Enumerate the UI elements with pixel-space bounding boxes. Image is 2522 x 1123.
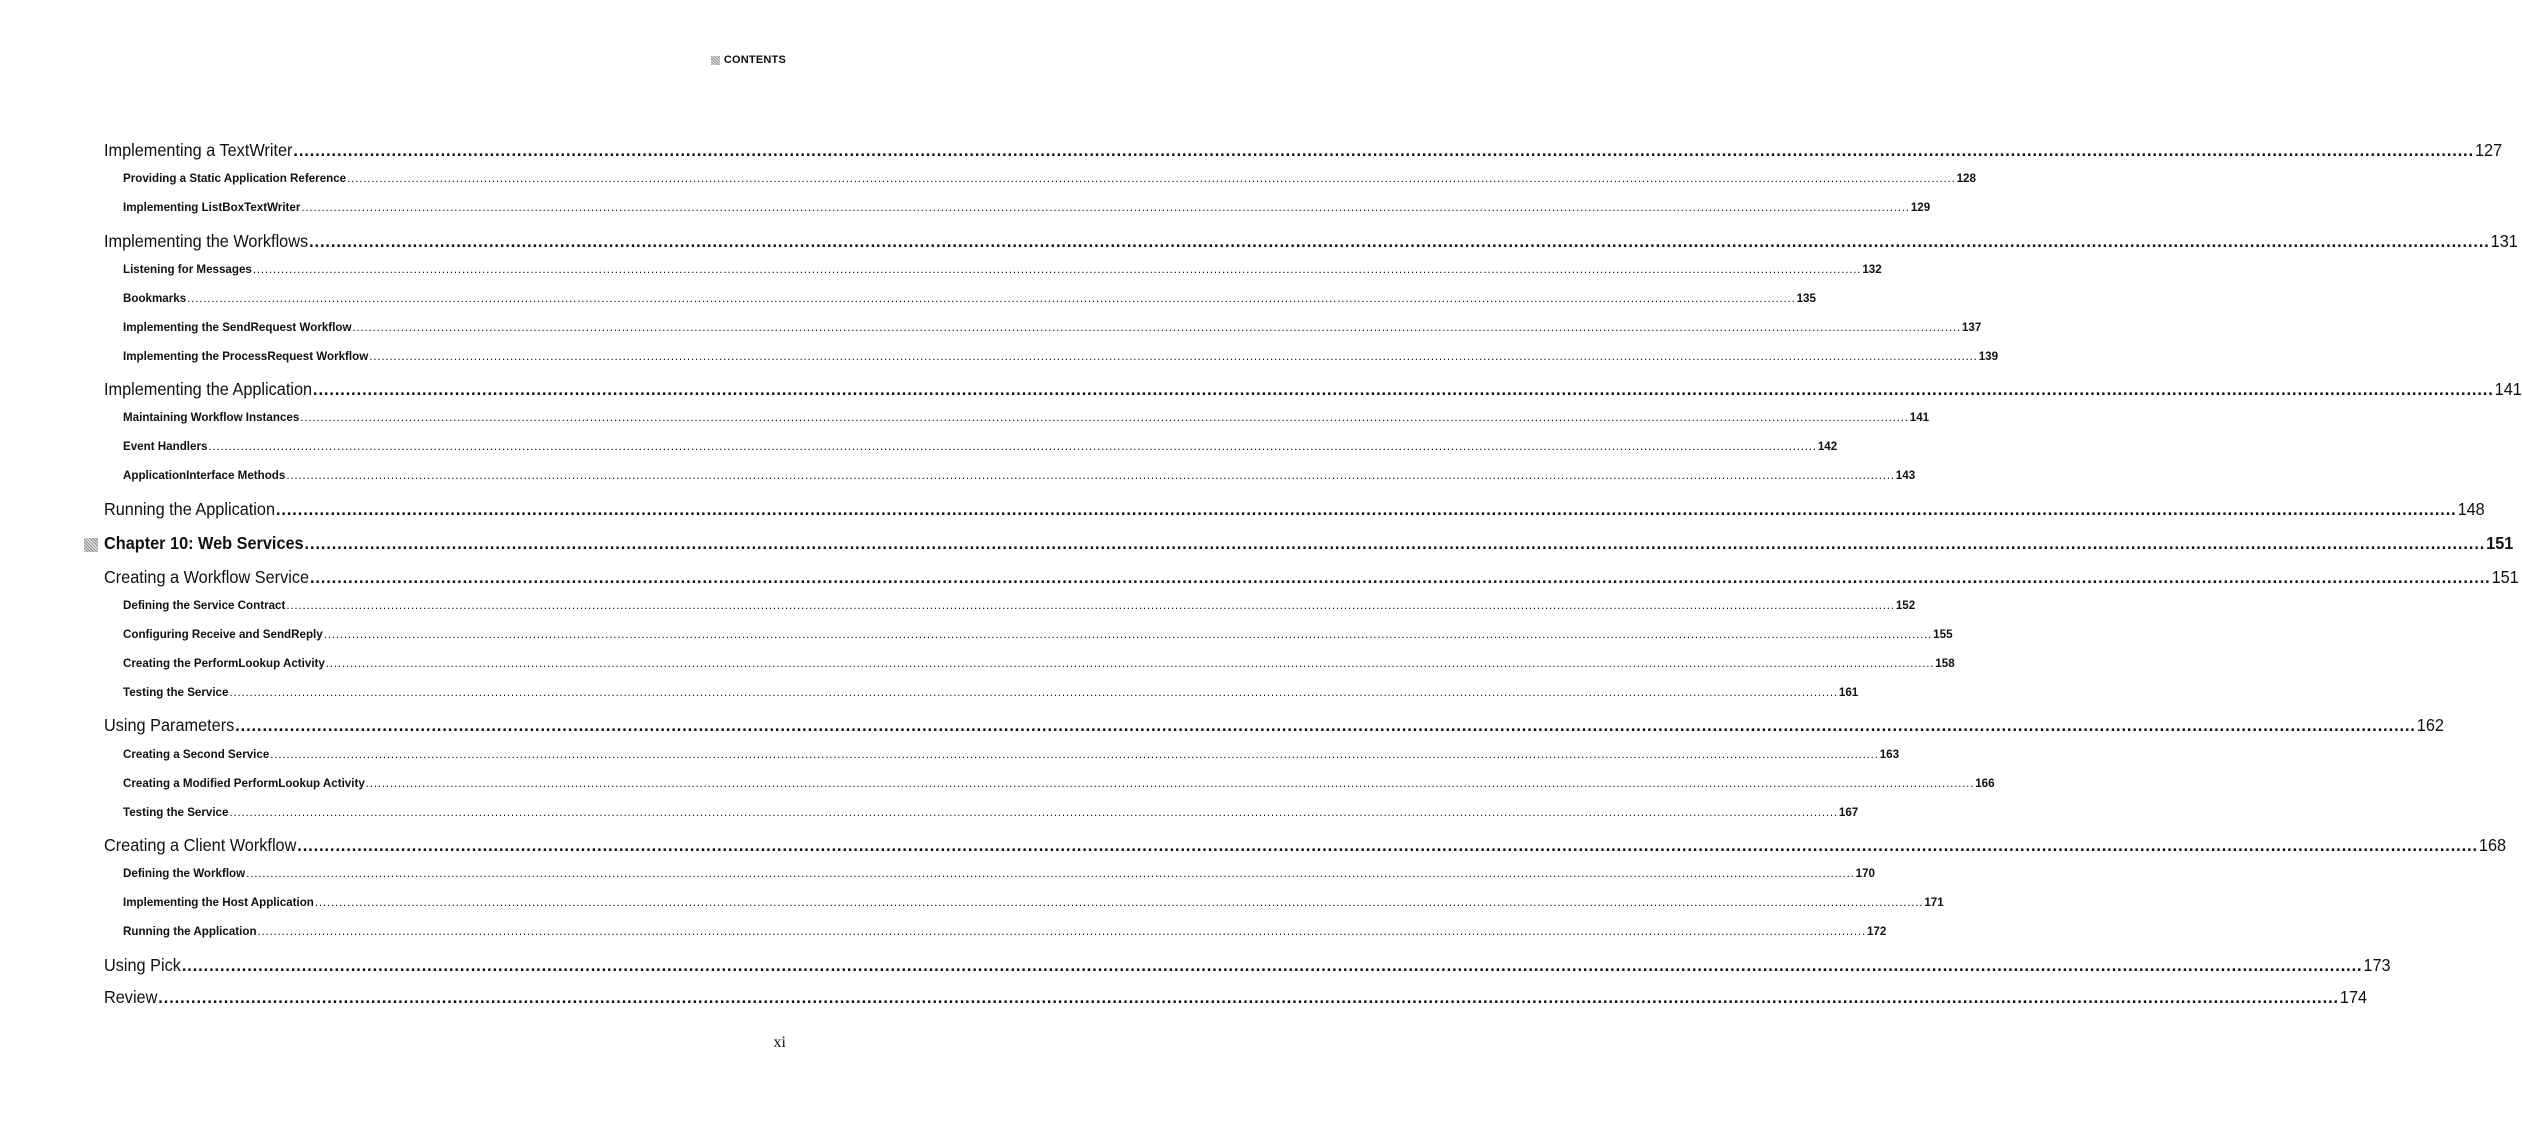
toc-entry-title: Creating the PerformLookup Activity: [123, 657, 325, 670]
toc-entry-page: 162: [2416, 715, 2444, 735]
toc-entry-page: 132: [1862, 263, 1882, 276]
toc-entry-title: Implementing ListBoxTextWriter: [123, 201, 301, 214]
toc-entry-page: 170: [1855, 867, 1875, 880]
toc-entry-title: Review: [104, 987, 158, 1007]
toc-entry-title: Defining the Workflow: [123, 867, 246, 880]
toc-entry-title: Event Handlers: [123, 440, 208, 453]
toc-subsection-entry[interactable]: [123, 748, 1900, 761]
toc-section-entry[interactable]: [104, 567, 2519, 588]
toc-entry-page: 143: [1895, 469, 1916, 482]
toc-entry-page: 141: [2494, 379, 2522, 399]
toc-subsection-entry[interactable]: [123, 172, 1976, 185]
toc-subsection-entry[interactable]: [123, 686, 1859, 699]
toc-subsection-entry[interactable]: [123, 321, 1982, 334]
toc-dot-leader: ................................................................................................................................................................................................................................................................................................................................................................................................................: [347, 172, 1956, 185]
toc-entry-page: 141: [1909, 411, 1930, 424]
toc-subsection-entry[interactable]: [123, 925, 1887, 938]
toc-dot-leader: ................................................................................................................................................................................................................................................................................................................................................................................................................: [369, 350, 1978, 363]
toc-subsection-entry[interactable]: [123, 440, 1838, 453]
toc-section-entry[interactable]: [104, 499, 2485, 520]
toc-entry-title: Implementing the Host Application: [123, 896, 314, 909]
toc-entry-title: Implementing the ProcessRequest Workflow: [123, 350, 369, 363]
page-number: xi: [773, 1034, 786, 1051]
toc-entry-page: 128: [1956, 172, 1976, 185]
toc-dot-leader: ................................................................................................................................................................................................................................................................................................................................................................................................................: [304, 533, 2486, 553]
toc-subsection-entry[interactable]: [123, 806, 1859, 819]
toc-section-entry[interactable]: [104, 379, 2522, 400]
toc-entry-page: 142: [1817, 440, 1838, 453]
toc-subsection-entry[interactable]: [123, 896, 1944, 909]
toc-section-entry[interactable]: [104, 715, 2444, 736]
toc-dot-leader: ................................................................................................................................................................................................................................................................................................................................................................................................................: [158, 987, 2339, 1007]
toc-entry-page: 158: [1935, 657, 1955, 670]
toc-dot-leader: ................................................................................................................................................................................................................................................................................................................................................................................................................: [323, 628, 1933, 641]
toc-entry-title: Listening for Messages: [123, 263, 252, 276]
toc-entry-title: Running the Application: [123, 925, 257, 938]
toc-subsection-entry[interactable]: [123, 867, 1875, 880]
running-header-label: CONTENTS: [723, 54, 786, 66]
toc-entry-page: 171: [1924, 896, 1944, 909]
toc-entry-title: Testing the Service: [123, 806, 229, 819]
toc-dot-leader: ................................................................................................................................................................................................................................................................................................................................................................................................................: [181, 955, 2363, 975]
toc-entry-title: Creating a Modified PerformLookup Activity: [123, 777, 365, 790]
toc-entry-title: Creating a Second Service: [123, 748, 270, 761]
toc-dot-leader: ................................................................................................................................................................................................................................................................................................................................................................................................................: [286, 599, 1895, 612]
toc-subsection-entry[interactable]: [123, 657, 1955, 670]
toc-entry-title: Implementing the SendRequest Workflow: [123, 321, 352, 334]
toc-entry-page: 173: [2363, 955, 2391, 975]
toc-entry-page: 139: [1978, 350, 1999, 363]
chapter-marker-icon: [84, 538, 98, 552]
toc-entry-title: Providing a Static Application Reference: [123, 172, 347, 185]
toc-dot-leader: ................................................................................................................................................................................................................................................................................................................................................................................................................: [187, 292, 1796, 305]
toc-entry-title: Chapter 10: Web Services: [104, 533, 304, 553]
toc-entry-page: 148: [2457, 499, 2485, 519]
toc-chapter-entry[interactable]: [104, 533, 2514, 554]
toc-dot-leader: ................................................................................................................................................................................................................................................................................................................................................................................................................: [286, 469, 1895, 482]
toc-entry-page: 155: [1933, 628, 1953, 641]
toc-entry-title: Creating a Client Workflow: [104, 835, 297, 855]
toc-entry-page: 168: [2478, 835, 2507, 855]
toc-entry-page: 135: [1796, 292, 1816, 305]
toc-dot-leader: ................................................................................................................................................................................................................................................................................................................................................................................................................: [208, 440, 1817, 453]
toc-dot-leader: ................................................................................................................................................................................................................................................................................................................................................................................................................: [314, 896, 1924, 909]
toc-entry-page: 151: [2486, 533, 2514, 553]
toc-dot-leader: ................................................................................................................................................................................................................................................................................................................................................................................................................: [293, 140, 2475, 160]
toc-entry-title: Testing the Service: [123, 686, 229, 699]
toc-dot-leader: ................................................................................................................................................................................................................................................................................................................................................................................................................: [275, 499, 2457, 519]
toc-dot-leader: ................................................................................................................................................................................................................................................................................................................................................................................................................: [252, 263, 1862, 276]
toc-dot-leader: ................................................................................................................................................................................................................................................................................................................................................................................................................: [352, 321, 1961, 334]
toc-entry-title: Creating a Workflow Service: [104, 567, 310, 587]
toc-entry-title: Defining the Service Contract: [123, 599, 286, 612]
toc-entry-page: 151: [2491, 567, 2519, 587]
toc-subsection-entry[interactable]: [123, 263, 1882, 276]
toc-subsection-entry[interactable]: [123, 350, 1999, 363]
toc-entry-page: 131: [2490, 231, 2518, 251]
toc-entry-page: 172: [1866, 925, 1887, 938]
toc-subsection-entry[interactable]: [123, 201, 1931, 214]
toc-subsection-entry[interactable]: [123, 292, 1816, 305]
toc-entry-page: 166: [1975, 777, 1995, 790]
toc-entry-title: Implementing a TextWriter: [104, 140, 293, 160]
toc-entry-title: Using Parameters: [104, 715, 235, 735]
toc-entry-page: 167: [1838, 806, 1859, 819]
toc-dot-leader: ................................................................................................................................................................................................................................................................................................................................................................................................................: [301, 201, 1910, 214]
toc-section-entry[interactable]: [104, 955, 2391, 976]
toc-entry-page: 127: [2475, 140, 2503, 160]
toc-dot-leader: ................................................................................................................................................................................................................................................................................................................................................................................................................: [229, 686, 1838, 699]
toc-subsection-entry[interactable]: [123, 469, 1916, 482]
toc-entry-page: 152: [1895, 599, 1916, 612]
toc-entry-title: ApplicationInterface Methods: [123, 469, 286, 482]
toc-entry-title: Maintaining Workflow Instances: [123, 411, 300, 424]
toc-subsection-entry[interactable]: [123, 777, 1995, 790]
toc-entry-title: Using Pick: [104, 955, 181, 975]
toc-entry-title: Configuring Receive and SendReply: [123, 628, 323, 641]
toc-entry-page: 129: [1910, 201, 1931, 214]
toc-dot-leader: ................................................................................................................................................................................................................................................................................................................................................................................................................: [229, 806, 1838, 819]
toc-entry-title: Implementing the Workflows: [104, 231, 309, 251]
toc-entry-page: 137: [1961, 321, 1982, 334]
toc-dot-leader: ................................................................................................................................................................................................................................................................................................................................................................................................................: [270, 748, 1879, 761]
toc-section-entry[interactable]: [104, 140, 2503, 161]
toc-section-entry[interactable]: [104, 987, 2368, 1008]
toc-dot-leader: ................................................................................................................................................................................................................................................................................................................................................................................................................: [257, 925, 1866, 938]
toc-dot-leader: ................................................................................................................................................................................................................................................................................................................................................................................................................: [300, 411, 1909, 424]
toc-dot-leader: ................................................................................................................................................................................................................................................................................................................................................................................................................: [297, 835, 2478, 855]
toc-entry-page: 163: [1879, 748, 1900, 761]
toc-dot-leader: ................................................................................................................................................................................................................................................................................................................................................................................................................: [313, 379, 2494, 399]
toc-entry-title: Running the Application: [104, 499, 276, 519]
toc-section-entry[interactable]: [104, 231, 2518, 252]
toc-dot-leader: ................................................................................................................................................................................................................................................................................................................................................................................................................: [246, 867, 1855, 880]
toc-entry-title: Implementing the Application: [104, 379, 313, 399]
toc-dot-leader: ................................................................................................................................................................................................................................................................................................................................................................................................................: [235, 715, 2416, 735]
toc-entry-page: 174: [2339, 987, 2368, 1007]
toc-subsection-entry[interactable]: [123, 411, 1930, 424]
toc-dot-leader: ................................................................................................................................................................................................................................................................................................................................................................................................................: [309, 231, 2490, 251]
toc-subsection-entry[interactable]: [123, 628, 1953, 641]
toc-entry-title: Bookmarks: [123, 292, 187, 305]
toc-dot-leader: ................................................................................................................................................................................................................................................................................................................................................................................................................: [365, 777, 1975, 790]
toc-dot-leader: ................................................................................................................................................................................................................................................................................................................................................................................................................: [325, 657, 1935, 670]
toc-subsection-entry[interactable]: [123, 599, 1916, 612]
toc-section-entry[interactable]: [104, 835, 2507, 856]
toc-entry-page: 161: [1838, 686, 1859, 699]
toc-dot-leader: ................................................................................................................................................................................................................................................................................................................................................................................................................: [309, 567, 2491, 587]
